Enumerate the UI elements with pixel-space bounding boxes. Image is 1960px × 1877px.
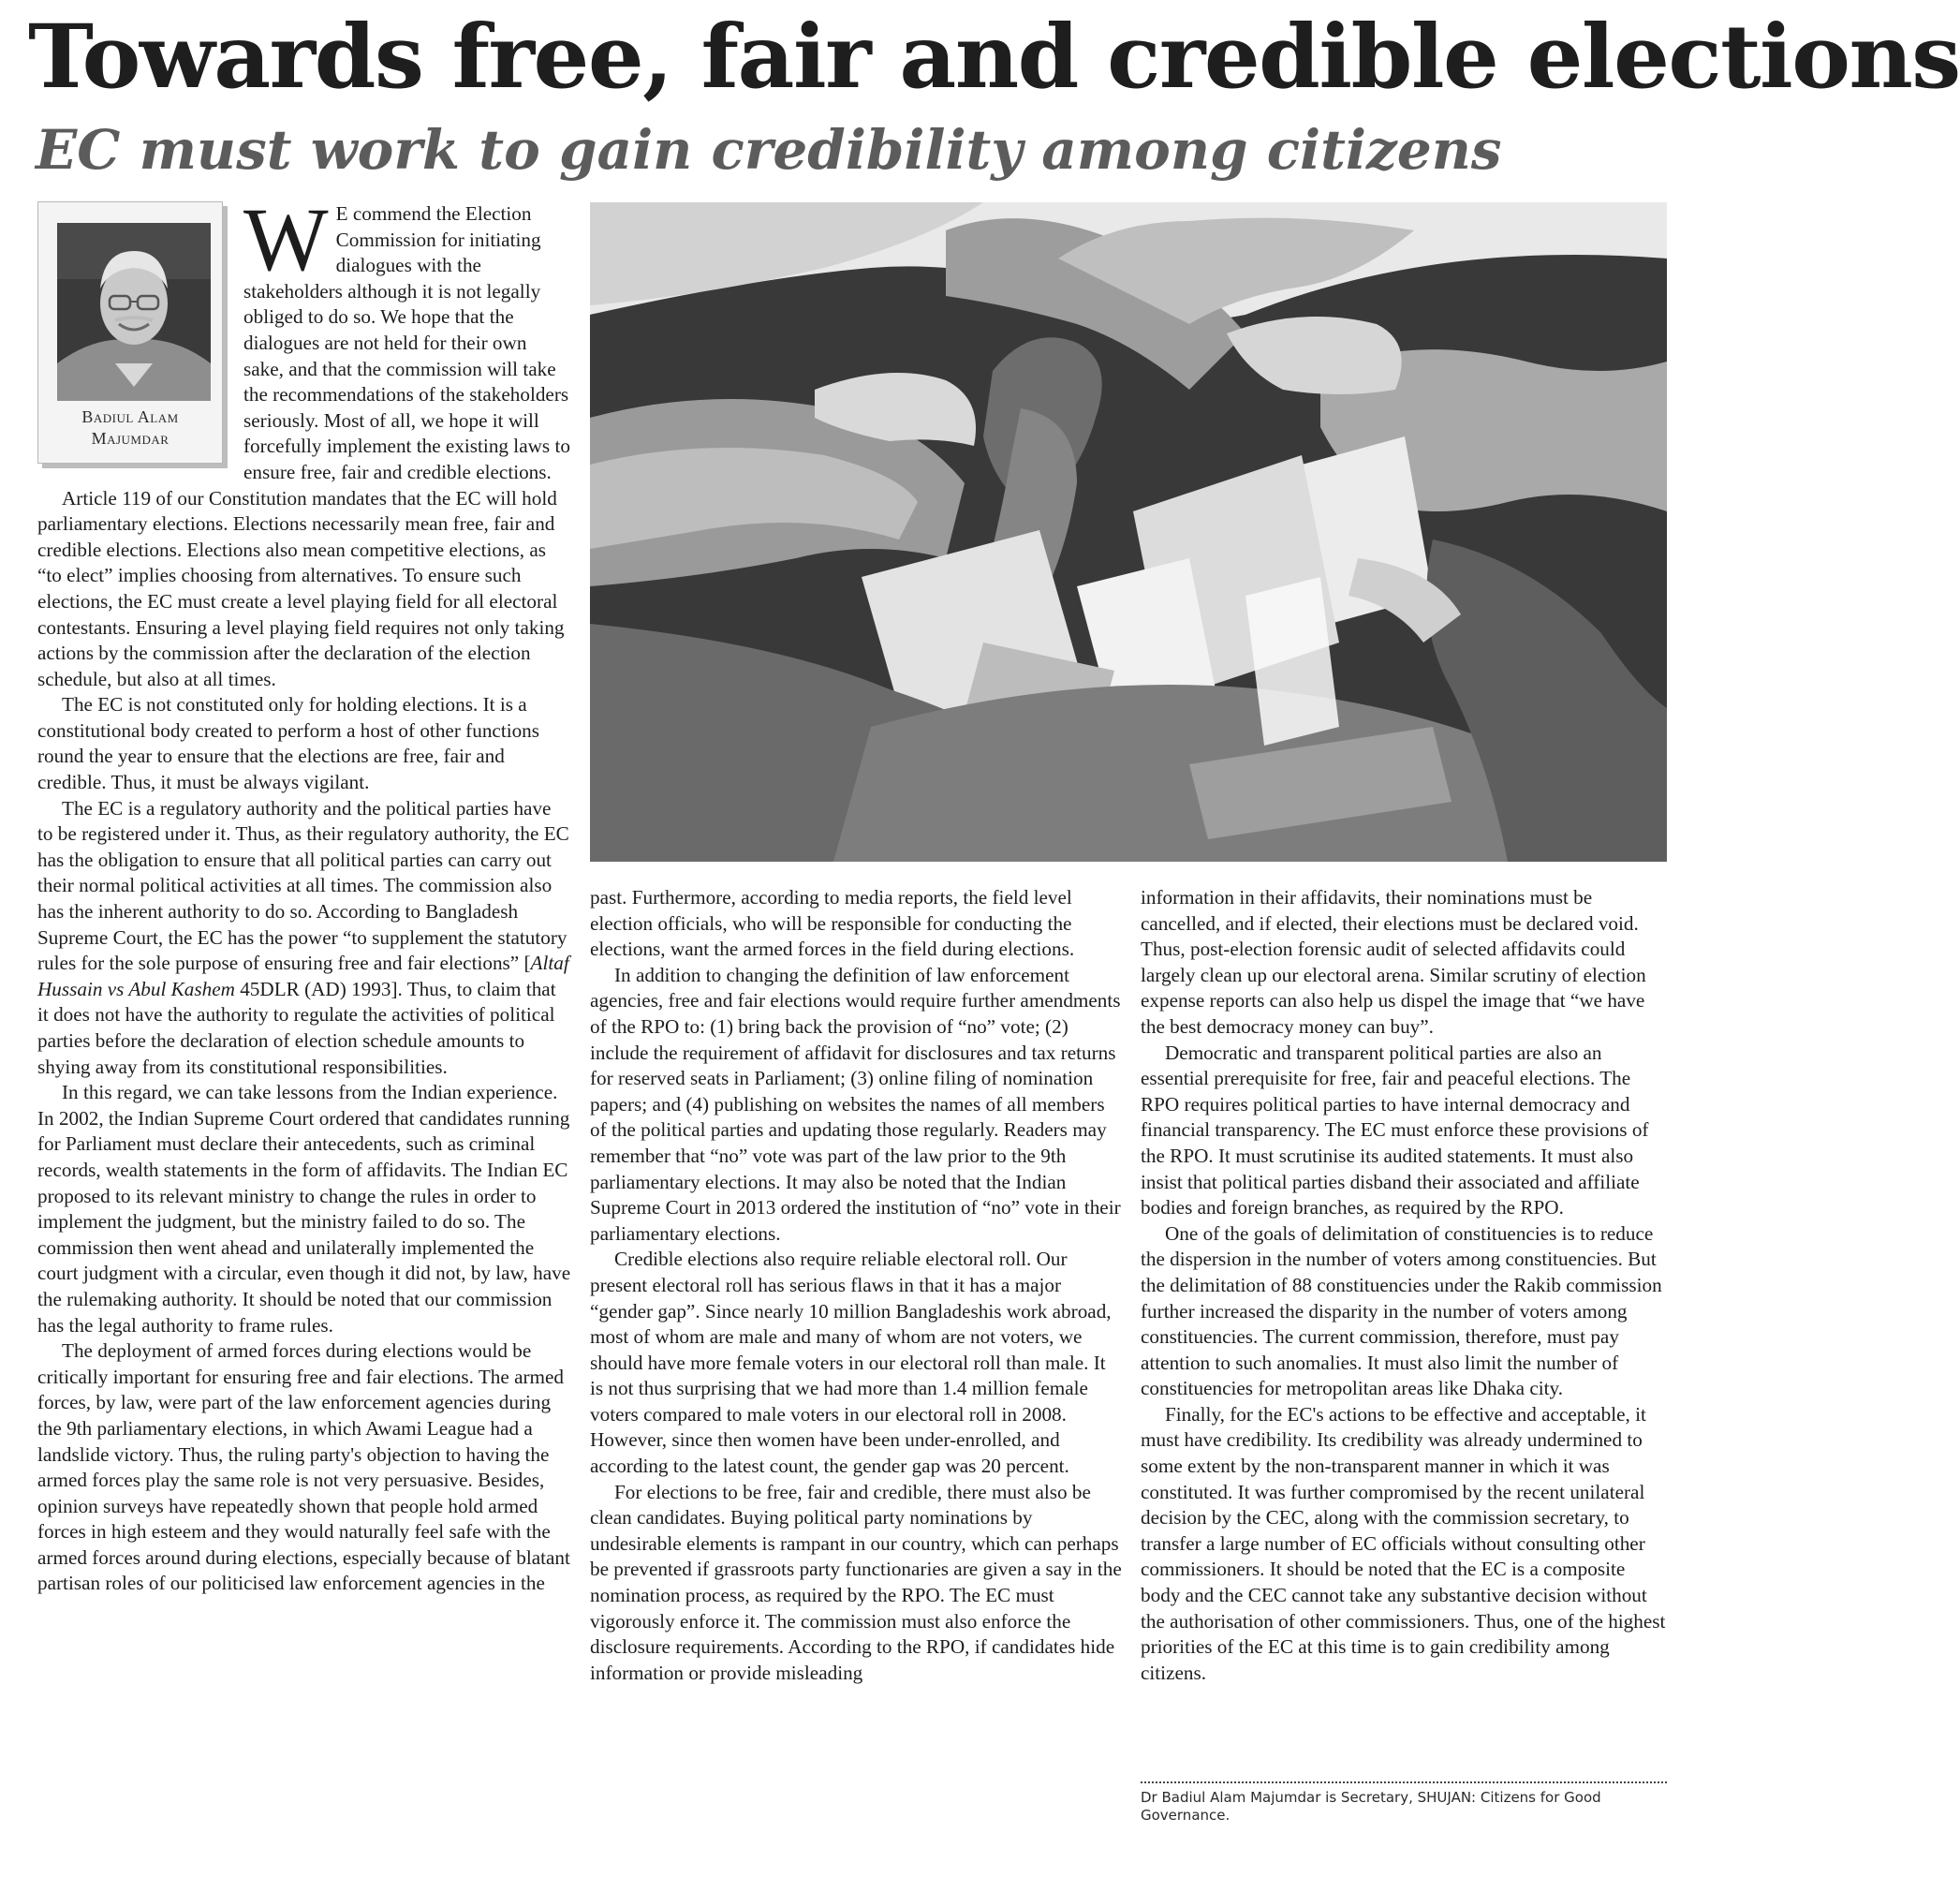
paragraph: information in their affidavits, their nominations must be cancelled, and if elected, their elections must be declared void. Thus, post-election forensic audit of selected affidavits could largely clean up our electoral arena. Similar scrutiny of election expense reports can also help us dispel the image that “we have the best democracy money can buy”.	[1141, 886, 1646, 1038]
headline: Towards free, fair and credible elections	[28, 6, 1960, 109]
paragraph	[37, 796, 571, 1081]
paragraph: In addition to changing the definition of law enforcement agencies, free and fair elections would require further amendments of the RPO to: (1) bring back the provision of “no” vote; (2) include the requirement of affidavit for disclosures and tax returns for reserved seats in Parliament; (3) online filing of nomination papers; and (4) publishing on websites the names of all members of the political parties and updating those regularly. Readers may remember that “no” vote was part of the law prior to the 9th parliamentary elections. It may also be noted that the Indian Supreme Court in 2013 ordered the institution of “no” vote in their parliamentary elections.	[590, 963, 1121, 1245]
paragraph: Democratic and transparent political parties are also an essential prerequisite for free, fair and peaceful elections. The RPO requires political parties to have internal democracy and financial transparency. The EC must enforce these provisions of the RPO. It must scrutinise its audited statements. It must also insist that political parties disband their associated and affiliate bodies and foreign branches, as required by the RPO.	[1141, 1041, 1649, 1219]
author-footnote: Dr Badiul Alam Majumdar is Secretary, SHUJAN: Citizens for Good Governance.	[1141, 1789, 1601, 1824]
paragraph: The deployment of armed forces during elections would be critically important for ensuring free and fair elections. The armed forces, by law, were part of the law enforcement agencies during the 9th parliamentary elections, in which Awami League had a landslide victory. Thus, the ruling party's objection to having the armed forces play the same role is not very persuasive. Besides, opinion surveys have repeatedly shown that people hold armed forces in high esteem and they would naturally feel safe with the armed forces around during elections, especially because of blatant partisan roles of our politicised law enforcement agencies in the	[37, 1339, 570, 1595]
ballot-hands-illustration-icon	[590, 202, 1667, 862]
paragraph: In this regard, we can take lessons from the Indian experience. In 2002, the Indian Supreme Court ordered that candidates running for Parliament must declare their antecedents, such as criminal records, wealth statements in the form of affidavits. The Indian EC proposed to its relevant ministry to change the rules in order to implement the judgment, but the ministry failed to do so. The commission then went ahead and unilaterally implemented the court judgment with a circular, even though it did not, by law, have the rulemaking authority. It should be noted that our commission has the legal authority to frame rules.	[37, 1081, 571, 1337]
paragraph-text: The EC is a regulatory authority and the political parties have to be registered under it. Thus, as their regulatory authority, the EC has the obligation to ensure that all political parties can carry out their normal political activities at all times. The commission also has the inherent authority to do so. According to Bangladesh Supreme Court, the EC has the power “to supplement the statutory rules for the sole purpose of ensuring free and fair elections” [	[37, 796, 569, 975]
author-name-line1: Badiul Alam	[81, 407, 179, 426]
case-citation: Altaf Hussain vs Abul Kashem	[37, 952, 569, 1000]
paragraph: For elections to be free, fair and credible, there must also be clean candidates. Buying political party nominations by undesirable elements is rampant in our country, which can perhaps be prevented if grassroots party functionaries are given a say in the nomination process, as required by the RPO. The EC must vigorously enforce it. The commission must also enforce the disclosure requirements. According to the RPO, if candidates hide information or provide misleading	[590, 1480, 1122, 1684]
footnote-divider	[1141, 1781, 1667, 1783]
author-box	[37, 201, 223, 464]
author-portrait-icon	[57, 223, 211, 401]
paragraph-text: E commend the Election Commission for initiating dialogues with the stakeholders although it is not legally obliged to do so. We hope that the dialogues are not held for their own sake, and that the commission will take the recommendations of the stakeholders seriously. Most of all, we hope it will forcefully implement the existing laws to ensure free, fair and credible elections.	[243, 202, 570, 483]
author-portrait	[57, 223, 211, 401]
paragraph: past. Furthermore, according to media reports, the field level election officials, who will be responsible for conducting the elections, want the armed forces in the field during elections.	[590, 886, 1075, 961]
ballot-hands-illustration	[590, 202, 1667, 862]
drop-cap: W	[243, 189, 329, 289]
paragraph: Finally, for the EC's actions to be effective and acceptable, it must have credibility. Its credibility was already undermined to some extent by the non-transparent manner in which it was constituted. It was further compromised by the recent unilateral decision by the CEC, along with the commission secretary, to transfer a large number of EC officials without consulting other commissioners. It should be noted that the EC is a composite body and the CEC cannot take any substantive decision without the authorisation of other commissioners. Thus, one of the highest priorities of the EC at this time is to gain credibility among citizens.	[1141, 1402, 1666, 1684]
author-name-line2: Majumdar	[91, 429, 169, 448]
paragraph: Credible elections also require reliable electoral roll. Our present electoral roll has serious flaws in that it has a major “gender gap”. Since nearly 10 million Bangladeshis work abroad, most of whom are male and many of whom are not voters, we should have more female voters in our electoral roll than male. It is not thus surprising that we had more than 1.4 million female voters compared to male voters in our electoral roll in 2008. However, since then women have been under-enrolled, and according to the latest count, the gender gap was 20 percent.	[590, 1248, 1112, 1478]
subheadline: EC must work to gain credibility among citizens	[36, 118, 1502, 182]
article-column-2	[590, 885, 1124, 1686]
paragraph: Article 119 of our Constitution mandates that the EC will hold parliamentary elections. Elections necessarily mean free, fair and credible elections. Elections also mean competitive elections, as “to elect” implies choosing from alternatives. To ensure such elections, the EC must create a level playing field for all electoral contestants. Ensuring a level playing field requires not only taking actions by the commission after the declaration of the election schedule, but also at all times.	[37, 486, 565, 690]
paragraph: One of the goals of delimitation of constituencies is to reduce the dispersion in the number of voters among constituencies. But the delimitation of 88 constituencies under the Rakib commission further increased the disparity in the number of voters among constituencies. The current commission, therefore, must pay attention to such anomalies. It must also limit the number of constituencies for metropolitan areas like Dhaka city.	[1141, 1221, 1662, 1400]
article-column-1	[37, 189, 571, 1597]
author-name	[38, 406, 222, 450]
article-column-3	[1141, 885, 1667, 1686]
paragraph-text: 45DLR (AD) 1993]. Thus, to claim that it does not have the authority to regulate the activities of political parties before the declaration of election schedule amounts to shying away from its constitutional responsibilities.	[37, 977, 556, 1078]
paragraph: The EC is not constituted only for holding elections. It is a constitutional body created to perform a host of other functions round the year to ensure that the elections are free, fair and credible. Thus, it must be always vigilant.	[37, 693, 540, 794]
